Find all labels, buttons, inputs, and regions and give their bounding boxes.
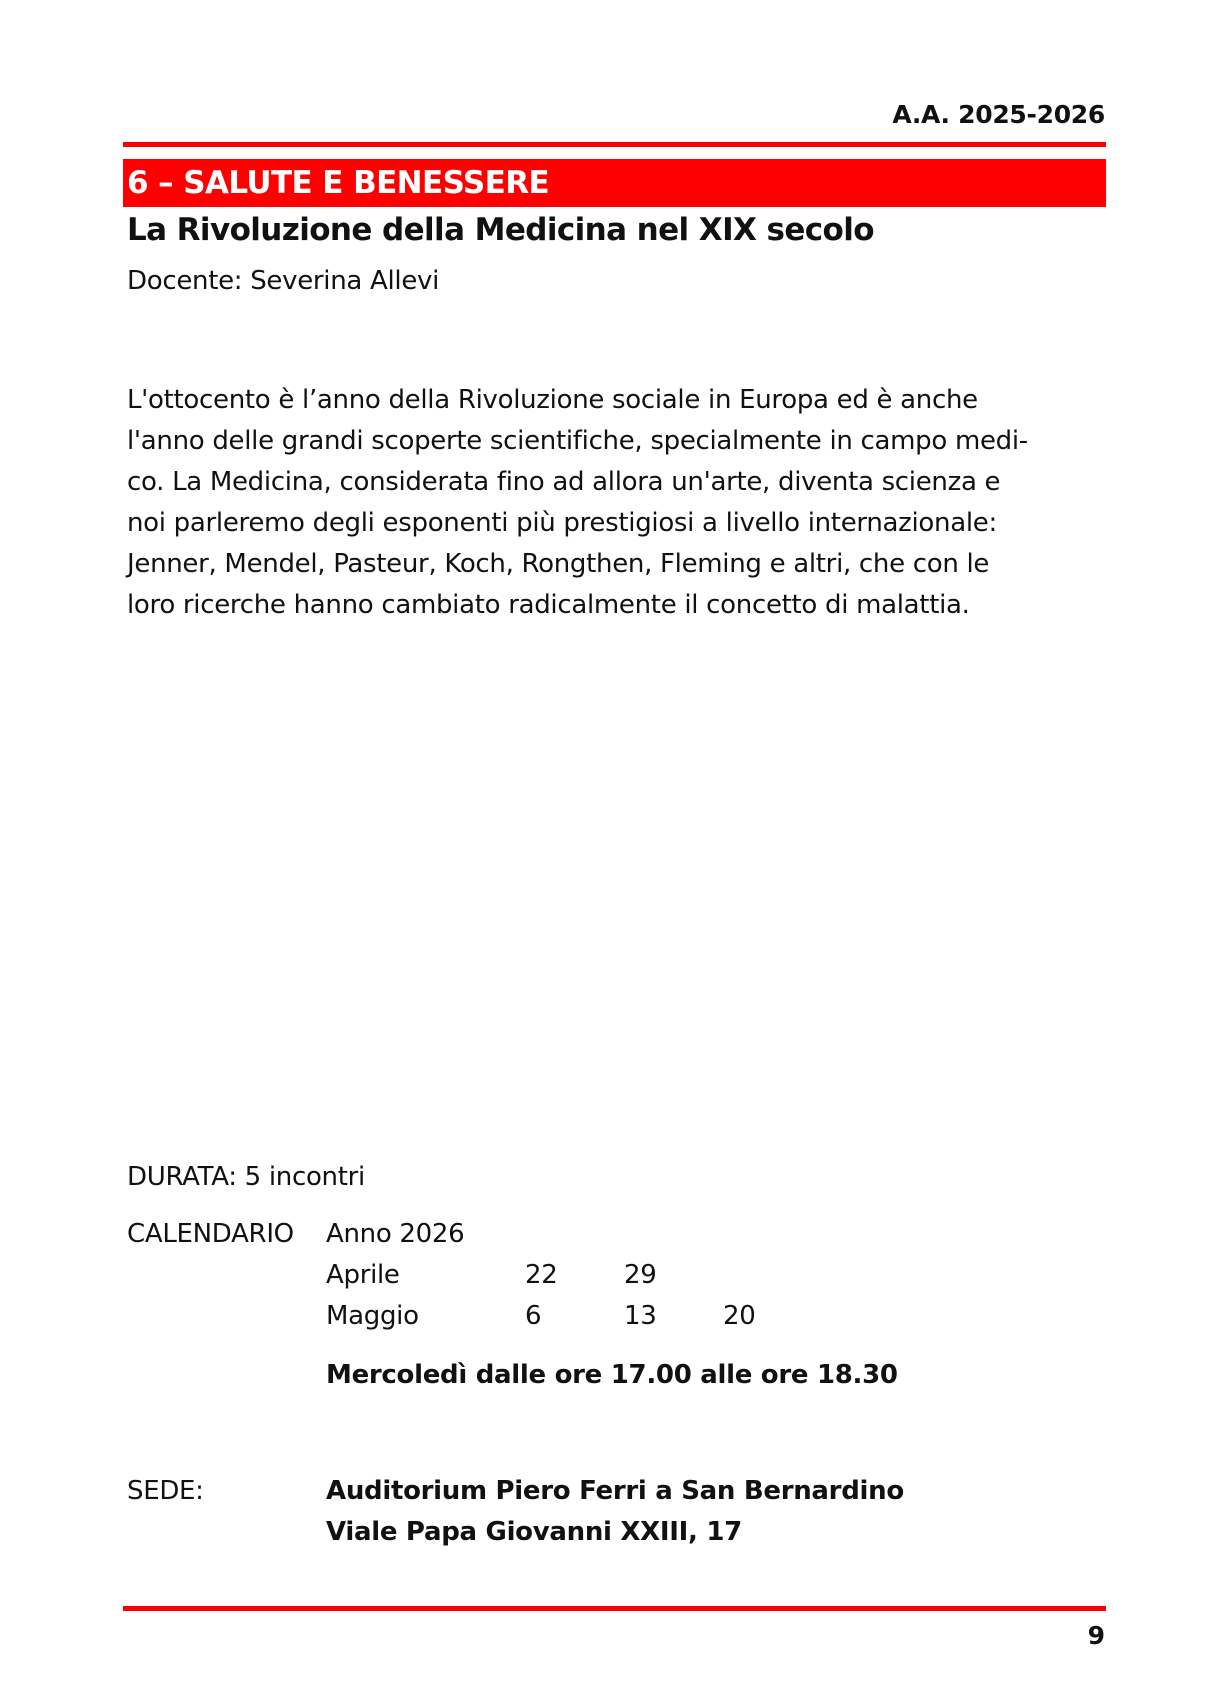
venue-address: Viale Papa Giovanni XXIII, 17 [326,1517,742,1547]
description-line: noi parleremo degli esponenti più prestigiosi a livello internazionale: [127,508,997,538]
course-description [127,380,1117,626]
description-line: Jenner, Mendel, Pasteur, Koch, Rongthen, Fleming e altri, che con le [127,549,990,579]
calendar-day: 20 [723,1301,756,1331]
description-line: l'anno delle grandi scoperte scientifiche, specialmente in campo medi- [127,426,1028,456]
calendar-day: 29 [624,1260,657,1290]
description-line: loro ricerche hanno cambiato radicalmente il concetto di malattia. [127,590,970,620]
venue-name: Auditorium Piero Ferri a San Bernardino [326,1476,904,1506]
bottom-divider [123,1606,1106,1611]
academic-year: A.A. 2025-2026 [892,100,1105,129]
calendar-label: CALENDARIO [127,1219,294,1249]
calendar-day: 22 [525,1260,558,1290]
description-line: L'ottocento è l’anno della Rivoluzione sociale in Europa ed è anche [127,385,978,415]
course-title: La Rivoluzione della Medicina nel XIX secolo [127,212,874,248]
calendar-day: 6 [525,1301,542,1331]
calendar-day: 13 [624,1301,657,1331]
description-line: co. La Medicina, considerata fino ad allora un'arte, diventa scienza e [127,467,1001,497]
top-divider [123,142,1106,147]
schedule-time: Mercoledì dalle ore 17.00 alle ore 18.30 [326,1360,898,1390]
calendar-year: Anno 2026 [326,1219,465,1249]
section-title: 6 – SALUTE E BENESSERE [127,165,550,201]
section-banner [123,159,1106,207]
duration: DURATA: 5 incontri [127,1162,365,1192]
page-number: 9 [1087,1621,1105,1650]
course-teacher: Docente: Severina Allevi [127,266,440,296]
calendar-month-april: Aprile [326,1260,400,1290]
calendar-month-may: Maggio [326,1301,419,1331]
venue-label: SEDE: [127,1476,204,1506]
